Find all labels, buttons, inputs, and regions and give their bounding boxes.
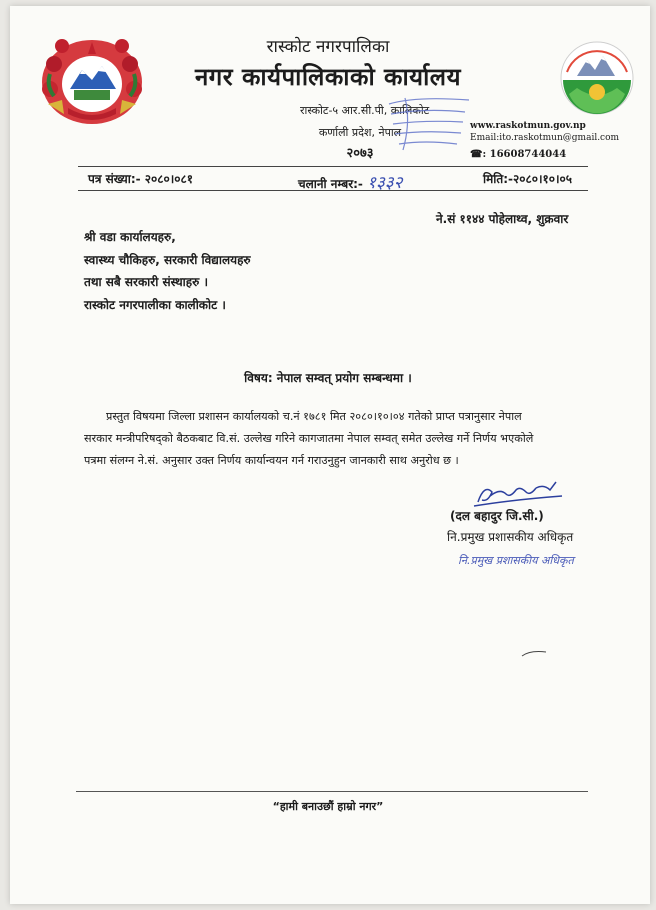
dispatch-number-handwritten: १३३२ bbox=[367, 173, 403, 193]
address-line-2: कर्णाली प्रदेश, नेपाल bbox=[318, 126, 402, 139]
signature-icon bbox=[470, 478, 570, 508]
letter-subject: विषय: नेपाल सम्वत् प्रयोग सम्बन्धमा । bbox=[244, 371, 412, 385]
municipality-name: रास्कोट नगरपालिका bbox=[266, 37, 390, 57]
office-name: नगर कार्यपालिकाको कार्यालय bbox=[194, 63, 462, 91]
office-stamp-icon bbox=[385, 92, 473, 154]
header-bottom-rule bbox=[78, 190, 588, 191]
email-address[interactable]: Email:ito.raskotmun@gmail.com bbox=[470, 133, 620, 143]
addressee-line: स्वास्थ्य चौकिहरु, सरकारी विद्यालयहरु bbox=[84, 252, 251, 267]
phone-number-text: : 16608744044 bbox=[482, 149, 567, 160]
addressee-line: श्री वडा कार्यालयहरु, bbox=[84, 230, 176, 244]
header-top-rule bbox=[78, 166, 588, 167]
designation-stamp: नि.प्रमुख प्रशासकीय अधिकृत bbox=[458, 554, 574, 567]
ink-mark-icon bbox=[520, 648, 548, 658]
addressee-line: रास्कोट नगरपालीका कालीकोट । bbox=[84, 297, 226, 312]
nepal-sambat-date: ने.सं ११४४ पोहेलाथ्व, शुक्रवार bbox=[436, 212, 569, 226]
phone-icon: ☎ bbox=[470, 149, 483, 160]
phone-number bbox=[470, 149, 566, 160]
body-line: प्रस्तुत विषयमा जिल्ला प्रशासन कार्यालयको च.नं १७८१ मित २०८०।१०।०४ गतेको प्राप्त पत्रानुसार नेपाल bbox=[106, 410, 522, 423]
municipality-motto: “हामी बनाउछौं हाम्रो नगर” bbox=[272, 800, 384, 813]
dispatch-label: चलानी नम्बर:- bbox=[298, 177, 363, 191]
established-year: २०७३ bbox=[346, 146, 374, 161]
address-line-1: रास्कोट-५ आर.सी.पी, कालिकोट bbox=[300, 104, 430, 117]
footer-rule bbox=[76, 791, 588, 792]
signatory-name: (दल बहादुर जि.सी.) bbox=[450, 509, 544, 523]
letter-date: मिति:-२०८०।१०।०५ bbox=[483, 172, 573, 186]
addressee-block bbox=[84, 226, 251, 316]
body-line: पत्रमा संलग्न ने.सं. अनुसार उक्त निर्णय कार्यान्वयन गर्न गराउनुहुन जानकारी साथ अनुरोध छ । bbox=[84, 454, 459, 467]
body-line: सरकार मन्त्रीपरिषद्को बैठकबाट वि.सं. उल्लेख गरिने कागजातमा नेपाल सम्वत् समेत उल्लेख गर्ने निर्णय भएकोले bbox=[84, 432, 534, 445]
signatory-designation: नि.प्रमुख प्रशासकीय अधिकृत bbox=[447, 530, 574, 544]
letter-body bbox=[84, 406, 592, 472]
letter-number: पत्र संख्या:- २०८०।०८१ bbox=[88, 172, 194, 186]
addressee-line: तथा सबै सरकारी संस्थाहरु । bbox=[84, 275, 209, 289]
website-link[interactable]: www.raskotmun.gov.np bbox=[470, 121, 586, 131]
